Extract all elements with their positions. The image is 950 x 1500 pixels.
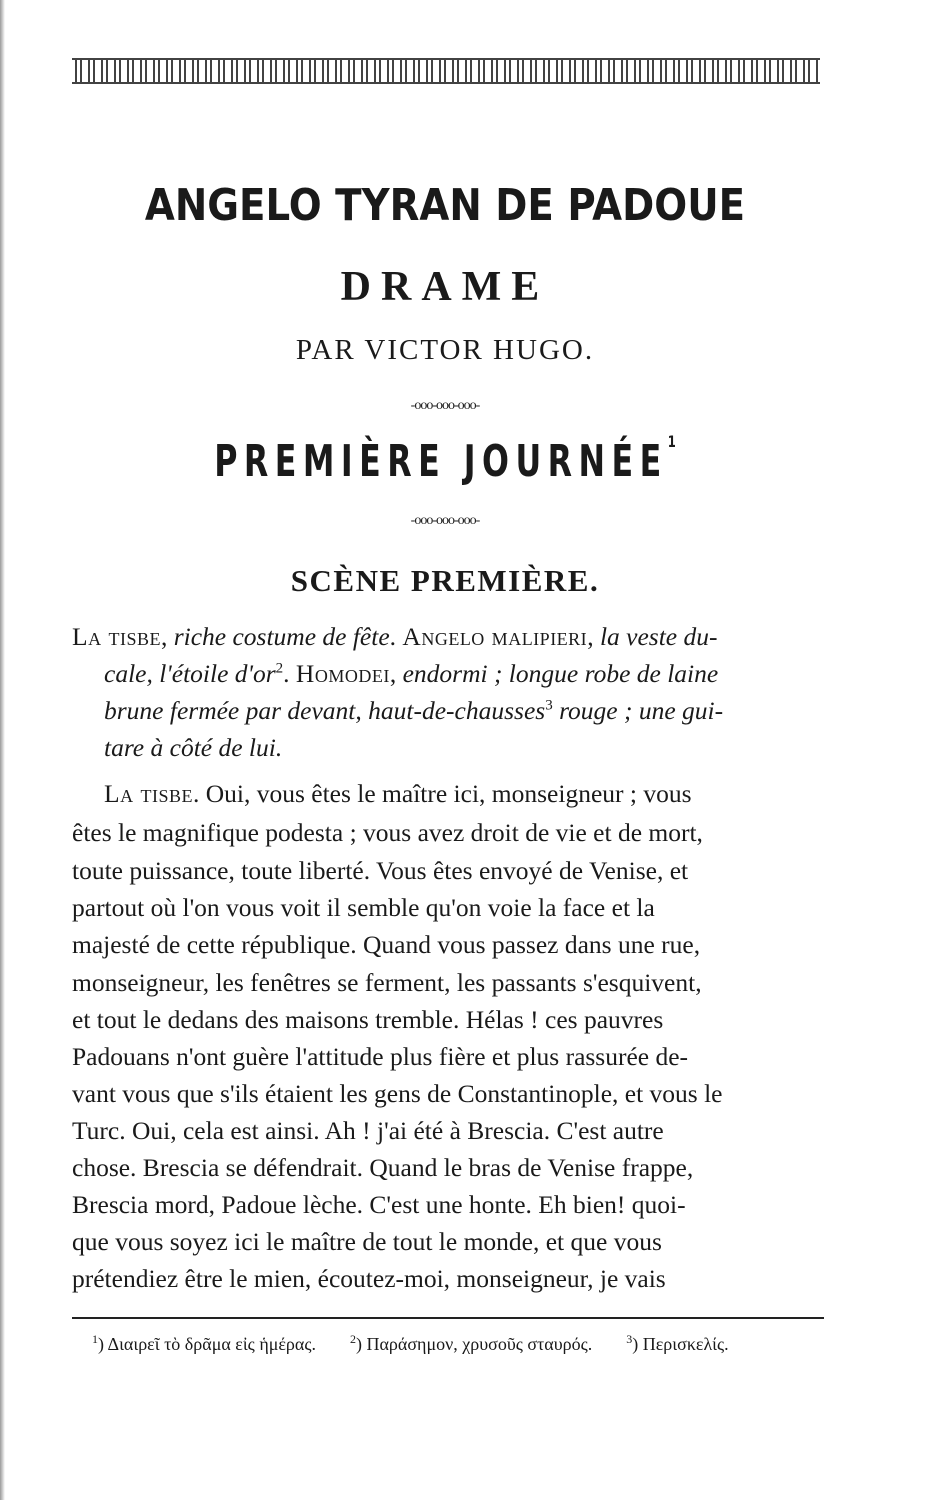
dialogue-line: Turc. Oui, cela est ainsi. Ah ! j'ai été à Brescia. C'est autre <box>72 1116 664 1145</box>
stage-direction-line <box>104 731 282 765</box>
footnote-number: 1 <box>92 1332 98 1346</box>
dialogue-line: Padouans n'ont guère l'attitude plus fière et plus rassurée de- <box>72 1042 689 1071</box>
footnote-separator <box>72 1317 824 1319</box>
dialogue-line: que vous soyez ici le maître de tout le monde, et que vous <box>72 1227 662 1256</box>
genre-heading: DRAME <box>340 264 550 310</box>
footnote <box>92 1334 316 1355</box>
scene-title: SCÈNE PREMIÈRE. <box>290 563 600 598</box>
dialogue-line: majesté de cette république. Quand vous passez dans une rue, <box>72 930 701 959</box>
footnotes <box>92 1334 827 1355</box>
stage-direction-line <box>104 657 718 691</box>
direction-text: cale, l'étoile d'or <box>104 659 276 688</box>
footnote-number: 3 <box>626 1332 633 1346</box>
footnote-number: 2 <box>349 1332 356 1346</box>
text: , <box>160 622 174 651</box>
dialogue-line: êtes le magnifique podesta ; vous avez droit de vie et de mort, <box>72 818 703 847</box>
direction-text: rouge ; une gui- <box>552 696 724 725</box>
dialogue-line <box>104 777 692 811</box>
text: , <box>389 659 403 688</box>
character-name: Homodei <box>295 659 390 688</box>
direction-text: endormi ; longue robe de laine <box>402 659 719 688</box>
dialogue-line: chose. Brescia se défendrait. Quand le bras de Venise frappe, <box>72 1153 694 1182</box>
direction-text: brune fermée par devant, haut-de-chausses <box>104 696 546 725</box>
dialogue-line: toute puissance, toute liberté. Vous êtes envoyé de Venise, et <box>72 856 689 885</box>
author-byline: PAR VICTOR HUGO. <box>295 334 595 366</box>
footnote <box>350 1334 592 1355</box>
text: . <box>283 659 296 688</box>
dialogue-line: Brescia mord, Padoue lèche. C'est une honte. Eh bien! quoi- <box>72 1190 686 1219</box>
act-title <box>125 432 766 487</box>
dialogue-line: et tout le dedans des maisons tremble. Hélas ! ces pauvres <box>72 1005 664 1034</box>
act-title-text: PREMIÈRE JOURNÉE <box>214 436 668 487</box>
dialogue-line: vant vous que s'ils étaient les gens de Constantinople, et vous le <box>72 1079 723 1108</box>
character-name: Angelo malipieri <box>402 622 588 651</box>
text: . <box>389 622 403 651</box>
ornamental-border <box>72 58 820 84</box>
direction-text: tare à côté de lui. <box>104 733 283 762</box>
flourish-divider: -ooo-ooo-ooo- <box>410 513 480 528</box>
footnote-ref: 1 <box>667 432 676 451</box>
direction-text: riche costume de fête <box>173 622 390 651</box>
direction-text: la veste du- <box>599 622 718 651</box>
stage-direction-line <box>72 620 717 654</box>
footnote-text: ) Περισκελίς. <box>632 1334 729 1354</box>
footnote-text: ) Διαιρεῖ τὸ δρᾶμα εἰς ἡμέρας. <box>98 1334 316 1354</box>
text: , <box>587 622 600 651</box>
dialogue-line: monseigneur, les fenêtres se ferment, les passants s'esquivent, <box>72 968 702 997</box>
speaker-name: La tisbe <box>104 779 193 808</box>
dialogue-line: partout où l'on vous voit il semble qu'on voie la face et la <box>72 893 655 922</box>
footnote-ref: 2 <box>275 660 284 677</box>
dialogue-text: . Oui, vous êtes le maître ici, monseigneur ; vous <box>192 779 692 808</box>
play-title: ANGELO TYRAN DE PADOUE <box>144 180 746 231</box>
stage-direction-line <box>104 694 723 728</box>
footnote-ref: 3 <box>545 697 553 714</box>
footnote-text: ) Παράσημον, χρυσοῦς σταυρός. <box>355 1334 593 1354</box>
footnote <box>626 1334 728 1355</box>
dialogue-line: prétendiez être le mien, écoutez-moi, monseigneur, je vais <box>72 1264 666 1293</box>
flourish-divider: -ooo-ooo-ooo- <box>410 398 480 413</box>
character-name: La tisbe <box>72 622 161 651</box>
page-edge <box>0 0 5 1500</box>
